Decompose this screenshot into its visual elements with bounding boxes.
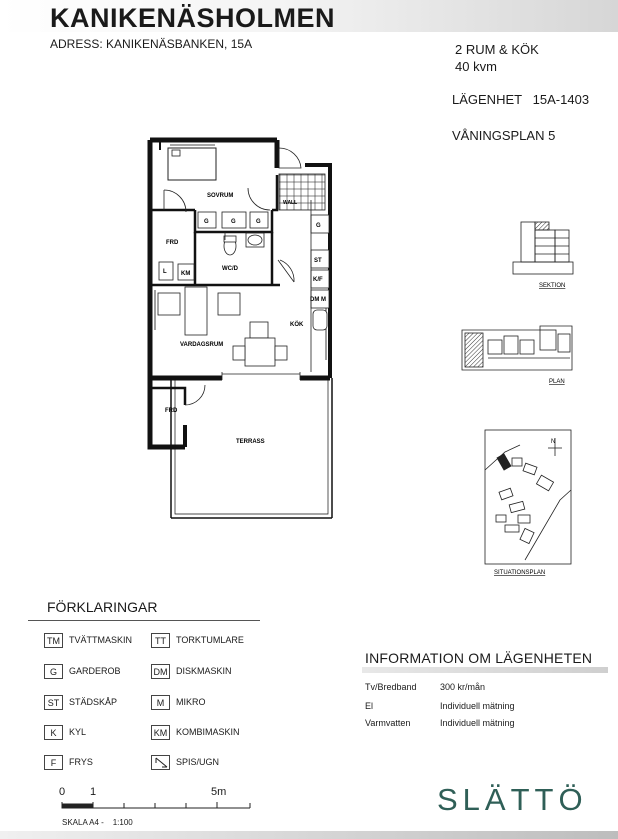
label-dmm: DM M: [310, 297, 326, 303]
info-value-tv: 300 kr/mån: [440, 682, 486, 692]
apartment-number: LÄGENHET 15A-1403: [452, 92, 590, 107]
legend-divider: [28, 620, 260, 621]
scale-one: 1: [90, 786, 97, 798]
legend-code-m: M: [151, 695, 170, 710]
legend-label-spis: SPIS/UGN: [176, 757, 220, 767]
label-sovrum: SOVRUM: [207, 193, 234, 199]
info-value-el: Individuell mätning: [440, 701, 515, 711]
label-kf: K/F: [313, 277, 323, 283]
label-wall: WALL: [283, 200, 298, 206]
site-caption: SITUATIONSPLAN: [494, 570, 546, 576]
legend-code-tt: TT: [151, 633, 170, 648]
label-km: KM: [181, 271, 191, 277]
scale-bar: [62, 802, 250, 808]
info-title-bar: [362, 667, 608, 673]
plan-thumbnail: [462, 326, 572, 370]
legend-label-tm: TVÄTTMASKIN: [69, 635, 133, 645]
label-frd-top: FRD: [166, 240, 179, 246]
info-key-tv: Tv/Bredband: [365, 682, 417, 692]
info-value-varmvatten: Individuell mätning: [440, 718, 515, 728]
living-room-furniture: [158, 287, 287, 366]
north-arrow-label: N: [551, 439, 556, 445]
label-kok: KÖK: [290, 322, 304, 328]
label-st: ST: [314, 258, 322, 264]
bed: [168, 148, 216, 180]
legend-label-dm: DISKMASKIN: [176, 666, 232, 676]
rooms-count: 2 RUM & KÖK: [455, 42, 539, 57]
label-l: L: [163, 269, 167, 275]
label-wc: WC/D: [222, 266, 238, 272]
legend-label-k: KYL: [69, 727, 87, 737]
section-caption: SEKTION: [539, 283, 566, 289]
info-key-varmvatten: Varmvatten: [365, 718, 411, 728]
bathroom-fixtures: [224, 232, 264, 255]
legend-code-k: K: [44, 725, 63, 740]
info-title: INFORMATION OM LÄGENHETEN: [365, 650, 593, 666]
label-frd-bottom: FRD: [165, 408, 178, 414]
info-key-el: El: [365, 701, 374, 711]
legend-label-g: GARDEROB: [69, 666, 121, 676]
scale-zero: 0: [59, 786, 66, 798]
brand-logo: SLÄTTÖ: [437, 782, 588, 817]
interior-walls: [150, 175, 280, 405]
footer-bar: [0, 831, 618, 839]
site-thumbnail: [485, 430, 571, 564]
legend-code-km: KM: [151, 725, 170, 740]
plan-caption: PLAN: [549, 379, 565, 385]
legend-code-f: F: [44, 755, 63, 770]
floor-level: VÅNINGSPLAN 5: [452, 128, 556, 143]
label-g-3: G: [256, 219, 261, 225]
legend-code-st: ST: [44, 695, 63, 710]
address-line: ADRESS: KANIKENÄSBANKEN, 15A: [50, 37, 253, 51]
legend-code-tm: TM: [44, 633, 63, 648]
legend-code-dm: DM: [151, 664, 170, 679]
apartment-area: 40 kvm: [455, 59, 497, 74]
label-g-1: G: [204, 219, 209, 225]
legend-label-f: FRYS: [69, 757, 93, 767]
legend-label-km: KOMBIMASKIN: [176, 727, 240, 737]
section-thumbnail: [513, 222, 573, 274]
legend-label-m: MIKRO: [176, 697, 206, 707]
label-terrass: TERRASS: [236, 439, 265, 445]
legend-code-g: G: [44, 664, 63, 679]
legend-title: FÖRKLARINGAR: [47, 599, 158, 615]
label-g-4: G: [316, 223, 321, 229]
scale-five: 5m: [211, 786, 227, 798]
stove-icon: [151, 755, 170, 770]
legend-label-st: STÄDSKÅP: [69, 697, 118, 707]
project-title: KANIKENÄSHOLMEN: [50, 3, 336, 33]
label-vardagsrum: VARDAGSRUM: [180, 342, 224, 348]
legend-label-tt: TORKTUMLARE: [176, 635, 244, 645]
scale-caption: SKALA A4 - 1:100: [62, 818, 133, 827]
label-g-2: G: [231, 219, 236, 225]
